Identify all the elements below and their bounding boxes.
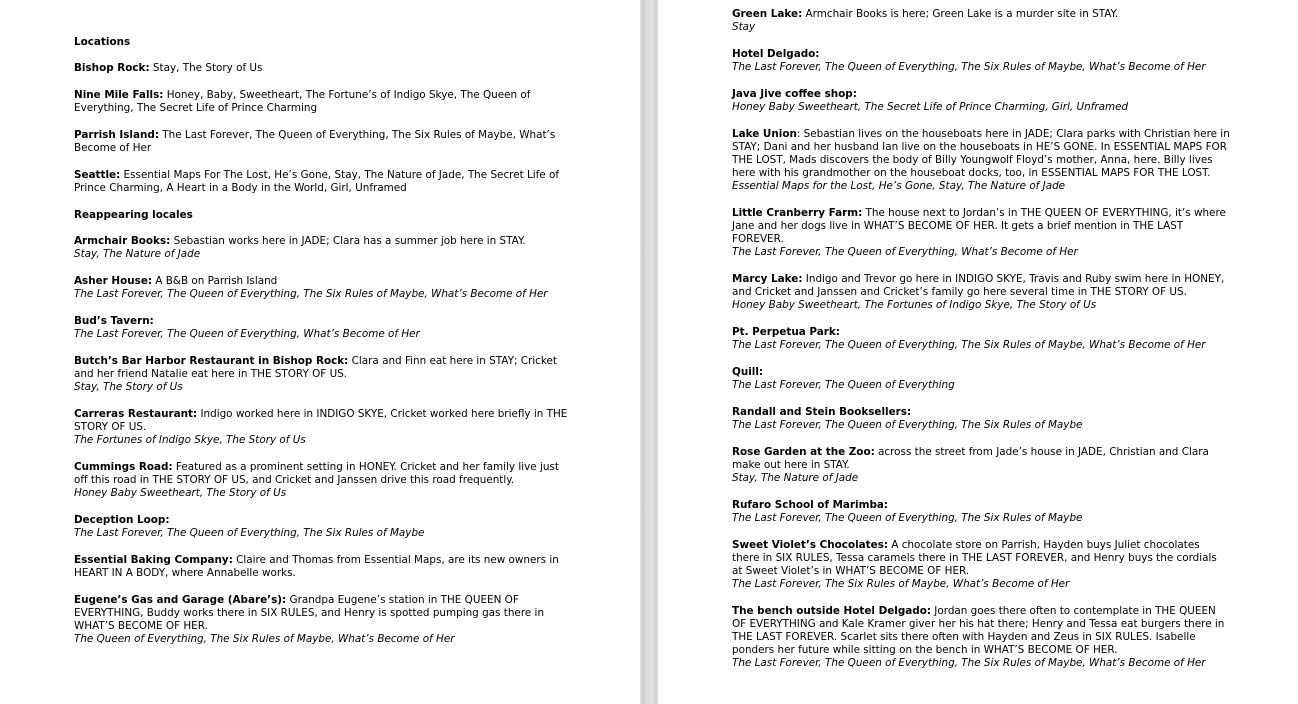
locale-description: Featured as a prominent setting in HONEY. Cricket and her family live just off this road in THE STORY OF US, and Cricket and Janssen drive this road frequently.	[74, 461, 559, 486]
locale-description: Stay, The Story of Us	[149, 62, 263, 74]
locale-name: Marcy Lake:	[732, 273, 803, 285]
locale-entry	[732, 366, 1230, 392]
locale-books: The Last Forever, The Queen of Everything, What’s Become of Her	[732, 246, 1078, 258]
locale-entry	[74, 169, 574, 195]
locale-name: Seattle:	[74, 169, 121, 181]
locale-entry	[732, 128, 1230, 193]
locale-entry	[732, 539, 1230, 591]
locale-name: Eugene’s Gas and Garage (Abare’s):	[74, 594, 287, 606]
locale-books: Honey Baby Sweetheart, The Secret Life of Prince Charming, Girl, Unframed	[732, 101, 1129, 113]
locale-entry	[732, 446, 1230, 485]
locale-books: The Last Forever, The Queen of Everything, The Six Rules of Maybe	[732, 512, 1083, 524]
locale-books: Stay, The Nature of Jade	[74, 248, 201, 260]
locale-entry	[732, 88, 1230, 114]
locale-books: The Last Forever, The Queen of Everything, What’s Become of Her	[74, 328, 420, 340]
locale-entry	[732, 406, 1230, 432]
locale-description: Clara and Finn eat here in STAY; Cricket and her friend Natalie eat here in THE STORY OF US.	[74, 355, 557, 380]
locale-books: Essential Maps for the Lost, He’s Gone, Stay, The Nature of Jade	[732, 180, 1066, 192]
heading-locations: Locations	[74, 36, 131, 48]
locale-entry	[74, 235, 574, 261]
locale-entry	[74, 514, 574, 540]
locale-entry	[74, 275, 574, 301]
locale-name: Bishop Rock:	[74, 62, 150, 74]
locale-entry	[74, 554, 574, 580]
locale-name: The bench outside Hotel Delgado:	[732, 605, 931, 617]
locale-books: Stay, The Story of Us	[74, 381, 183, 393]
locale-entry	[732, 273, 1230, 312]
page-right	[658, 0, 1298, 704]
locale-books: The Last Forever, The Six Rules of Maybe, What’s Become of Her	[732, 578, 1070, 590]
locale-name: Hotel Delgado:	[732, 48, 820, 60]
locale-books: The Last Forever, The Queen of Everything, The Six Rules of Maybe, What’s Become of Her	[74, 288, 548, 300]
locale-entry	[732, 326, 1230, 352]
locale-description: Armchair Books is here; Green Lake is a murder site in STAY.	[802, 8, 1119, 20]
reappearing-locales-list	[74, 235, 574, 646]
locale-entry	[74, 129, 574, 155]
locale-name: Rose Garden at the Zoo:	[732, 446, 875, 458]
locale-entry	[74, 408, 574, 447]
locale-books: Stay, The Nature of Jade	[732, 472, 859, 484]
locale-description: Essential Maps For The Lost, He’s Gone, Stay, The Nature of Jade, The Secret Life of Prince Charming, A Heart in a Body in the World, Girl, Unframed	[74, 169, 560, 194]
locale-description: A chocolate store on Parrish, Hayden buys Juliet chocolates there in SIX RULES, Tessa caramels there in THE LAST FOREVER, and Henry buys the cordials at Sweet Violet’s in WHAT’S BECOME OF HER.	[732, 539, 1217, 577]
locale-books: The Queen of Everything, The Six Rules of Maybe, What’s Become of Her	[74, 633, 455, 645]
heading-reappearing-locales: Reappearing locales	[74, 209, 193, 221]
locale-entry	[74, 594, 574, 646]
locale-books: The Last Forever, The Queen of Everything, The Six Rules of Maybe	[74, 527, 425, 539]
locale-entry	[732, 207, 1230, 259]
reappearing-locales-list-continued	[732, 8, 1230, 670]
locale-entry	[74, 62, 574, 75]
locale-entry	[74, 89, 574, 115]
locale-name: Pt. Perpetua Park:	[732, 326, 840, 338]
locale-name: Cummings Road:	[74, 461, 173, 473]
locale-name: Armchair Books:	[74, 235, 171, 247]
locale-entry	[74, 461, 574, 500]
locale-books: Honey Baby Sweetheart, The Story of Us	[74, 487, 287, 499]
locale-books: Stay	[732, 21, 756, 33]
locale-books: The Last Forever, The Queen of Everything, The Six Rules of Maybe, What’s Become of Her	[732, 61, 1206, 73]
locale-name: Little Cranberry Farm:	[732, 207, 863, 219]
locale-name: Parrish Island:	[74, 129, 159, 141]
locale-books: The Last Forever, The Queen of Everything	[732, 379, 955, 391]
locations-list	[74, 62, 574, 195]
locale-books: The Fortunes of Indigo Skye, The Story of Us	[74, 434, 306, 446]
locale-description: Grandpa Eugene’s station in THE QUEEN OF EVERYTHING, Buddy works there in SIX RULES, and Henry is spotted pumping gas there in WHAT’S BECOME OF HER.	[74, 594, 545, 632]
page-left-content	[74, 36, 574, 660]
locale-name: Quill:	[732, 366, 764, 378]
locale-name: Bud’s Tavern:	[74, 315, 154, 327]
locale-entry	[732, 48, 1230, 74]
locale-entry	[74, 315, 574, 341]
page-left	[0, 0, 640, 704]
locale-description: Indigo worked here in INDIGO SKYE, Cricket worked here briefly in THE STORY OF US.	[74, 408, 568, 433]
locale-description: across the street from Jade’s house in JADE, Christian and Clara make out here in STAY.	[732, 446, 1209, 471]
locale-name: Rufaro School of Marimba:	[732, 499, 889, 511]
locale-description: Honey, Baby, Sweetheart, The Fortune’s of Indigo Skye, The Queen of Everything, The Secret Life of Prince Charming	[74, 89, 531, 114]
locale-books: Honey Baby Sweetheart, The Fortunes of Indigo Skye, The Story of Us	[732, 299, 1097, 311]
locale-description: The Last Forever, The Queen of Everything, The Six Rules of Maybe, What’s Become of Her	[74, 129, 556, 154]
locale-description: A B&B on Parrish Island	[152, 275, 278, 287]
locale-description: : Sebastian lives on the houseboats here in JADE; Clara parks with Christian here in STAY; Dani and her husband Ian live on the houseboats in HE’S GONE. In ESSENTIAL MAPS FOR THE LOST, Mads discovers the body of Billy Youngwolf Floyd’s mother, Anna, here. Billy lives here with his grandmother on the houseboat docks, too, in ESSENTIAL MAPS FOR THE LOST.	[732, 128, 1230, 179]
page-right-content	[732, 8, 1230, 684]
locale-name: Nine Mile Falls:	[74, 89, 164, 101]
locale-entry	[732, 8, 1230, 34]
locale-entry	[74, 355, 574, 394]
locale-name: Lake Union	[732, 128, 797, 140]
locale-name: Sweet Violet’s Chocolates:	[732, 539, 889, 551]
locale-name: Asher House:	[74, 275, 153, 287]
locale-name: Deception Loop:	[74, 514, 170, 526]
locale-name: Java Jive coffee shop:	[732, 88, 857, 100]
locale-books: The Last Forever, The Queen of Everything, The Six Rules of Maybe, What’s Become of Her	[732, 339, 1206, 351]
locale-name: Randall and Stein Booksellers:	[732, 406, 912, 418]
page-gutter	[640, 0, 658, 704]
locale-description: Jordan goes there often to contemplate in THE QUEEN OF EVERYTHING and Kale Kramer giver her his hat there; Henry and Tessa eat burgers there in THE LAST FOREVER. Scarlet sits there often with Hayden and Zeus in SIX RULES. Isabelle ponders her future while sitting on the bench in WHAT’S BECOME OF HER.	[732, 605, 1225, 656]
locale-name: Green Lake:	[732, 8, 803, 20]
locale-entry	[732, 605, 1230, 670]
locale-description: Claire and Thomas from Essential Maps, are its new owners in HEART IN A BODY, where Annabelle works.	[74, 554, 559, 579]
locale-description: The house next to Jordan’s in THE QUEEN OF EVERYTHING, it’s where Jane and her dogs live in WHAT’S BECOME OF HER. It gets a brief mention in THE LAST FOREVER.	[732, 207, 1226, 245]
locale-books: The Last Forever, The Queen of Everything, The Six Rules of Maybe	[732, 419, 1083, 431]
locale-books: The Last Forever, The Queen of Everything, The Six Rules of Maybe, What’s Become of Her	[732, 657, 1206, 669]
locale-name: Butch’s Bar Harbor Restaurant in Bishop Rock:	[74, 355, 349, 367]
locale-name: Carreras Restaurant:	[74, 408, 198, 420]
locale-description: Sebastian works here in JADE; Clara has a summer job here in STAY.	[170, 235, 526, 247]
locale-entry	[732, 499, 1230, 525]
locale-description: Indigo and Trevor go here in INDIGO SKYE, Travis and Ruby swim here in HONEY, and Cricket and Janssen and Cricket’s family go here several time in THE STORY OF US.	[732, 273, 1225, 298]
locale-name: Essential Baking Company:	[74, 554, 233, 566]
